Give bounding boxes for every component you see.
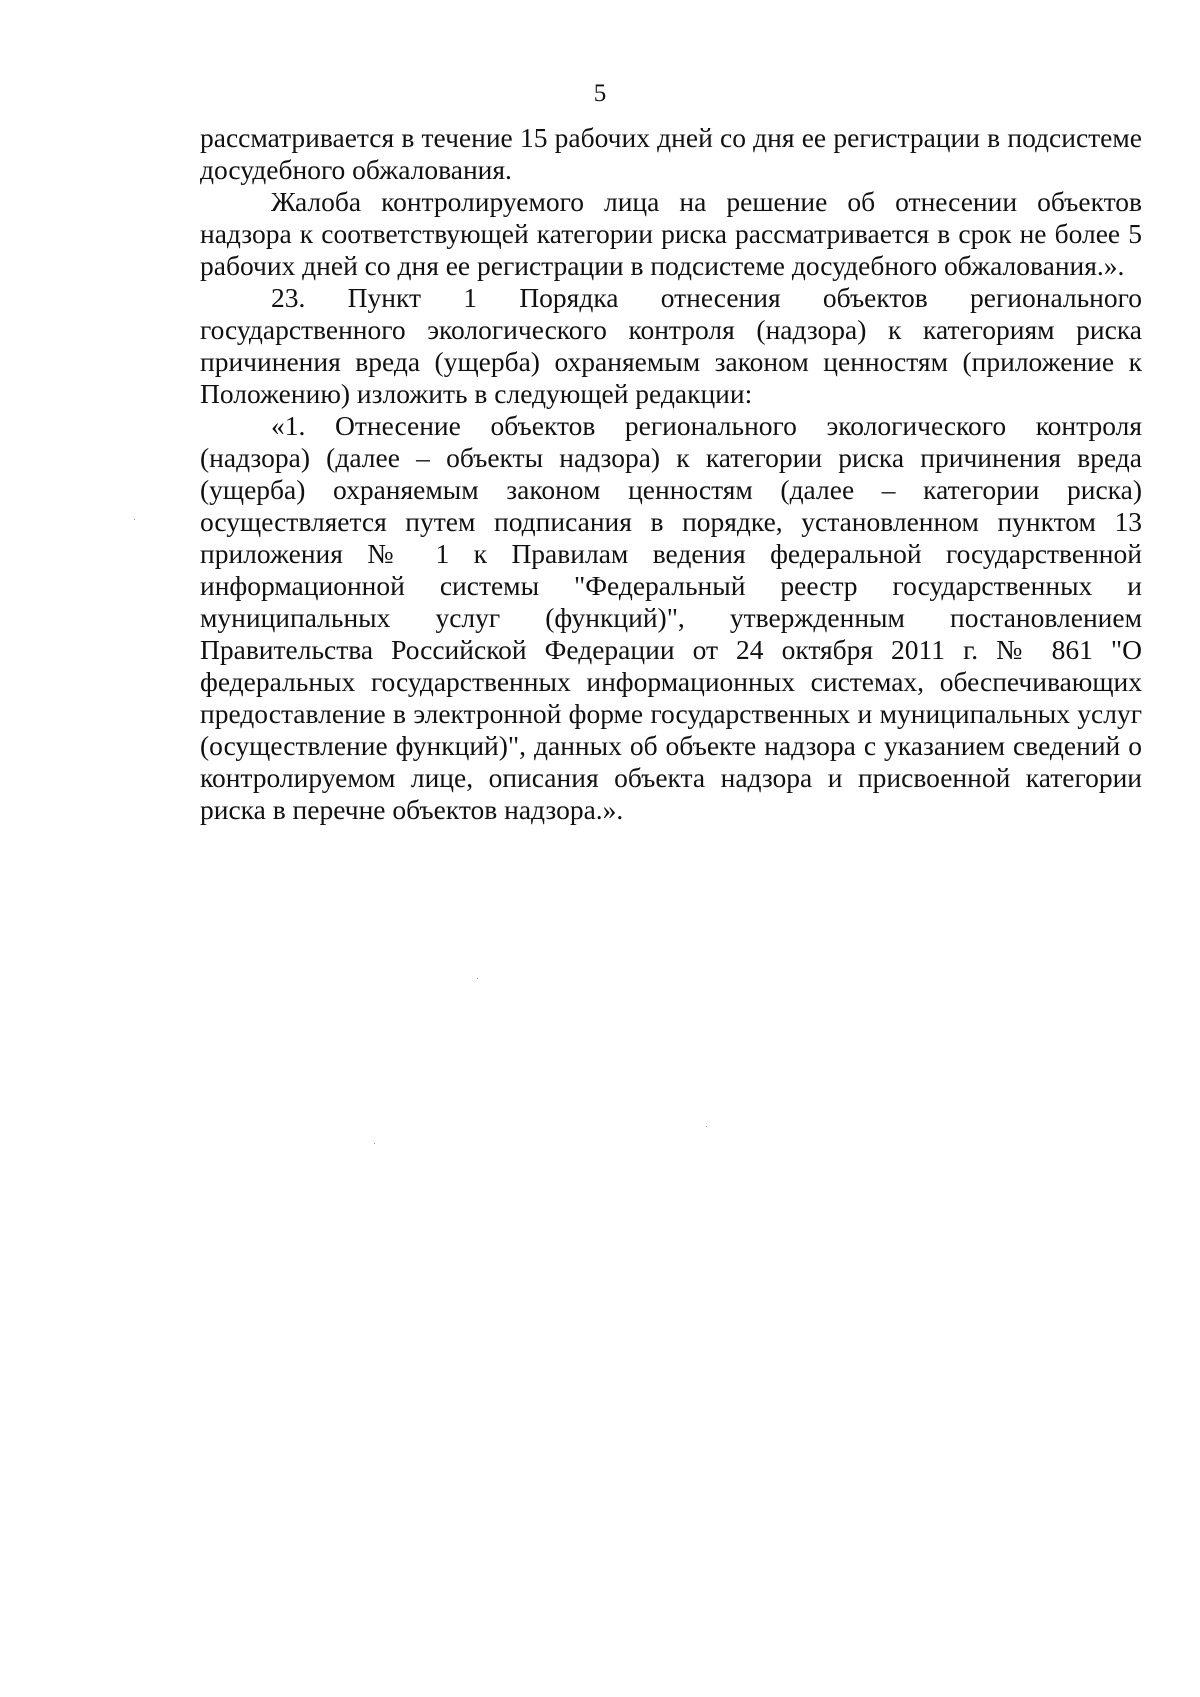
page-number: 5: [593, 80, 607, 107]
scan-speck: [477, 978, 478, 979]
paragraph-item-23: 23. Пункт 1 Порядка отнесения объектов регионального государственного экологического контроля (надзора) к категориям риска причинения вреда (ущерба) охраняемым законом ценностям (приложение к Положению) изложить в следующей редакции:: [200, 282, 1142, 409]
document-body: [200, 122, 1142, 826]
paragraph-continuation: рассматривается в течение 15 рабочих дней со дня ее регистрации в подсистеме досудебного обжалования.: [200, 122, 1142, 185]
paragraph-point-1-new-wording: «1. Отнесение объектов регионального экологического контроля (надзора) (далее – объекты надзора) к категории риска причинения вреда (ущерба) охраняемым законом ценностям (далее – категории риска) осуществляется путем подписания в порядке, установленном пунктом 13 приложения № 1 к Правилам ведения федеральной государственной информационной системы "Федеральный реестр государственных и муниципальных услуг (функций)", утвержденным постановлением Правительства Российской Федерации от 24 октября 2011 г. № 861 "О федеральных государственных информационных системах, обеспечивающих предоставление в электронной форме государственных и муниципальных услуг (осуществление функций)", данных об объекте надзора с указанием сведений о контролируемом лице, описания объекта надзора и присвоенной категории риска в перечне объектов надзора.».: [200, 410, 1142, 825]
scan-speck: [134, 519, 135, 520]
scan-speck: [374, 1143, 375, 1144]
paragraph-complaint-review: Жалоба контролируемого лица на решение об отнесении объектов надзора к соответствующей категории риска рассматривается в срок не более 5 рабочих дней со дня ее регистрации в подсистеме досудебного обжалования.».: [200, 186, 1142, 281]
scan-speck: [706, 1126, 707, 1127]
